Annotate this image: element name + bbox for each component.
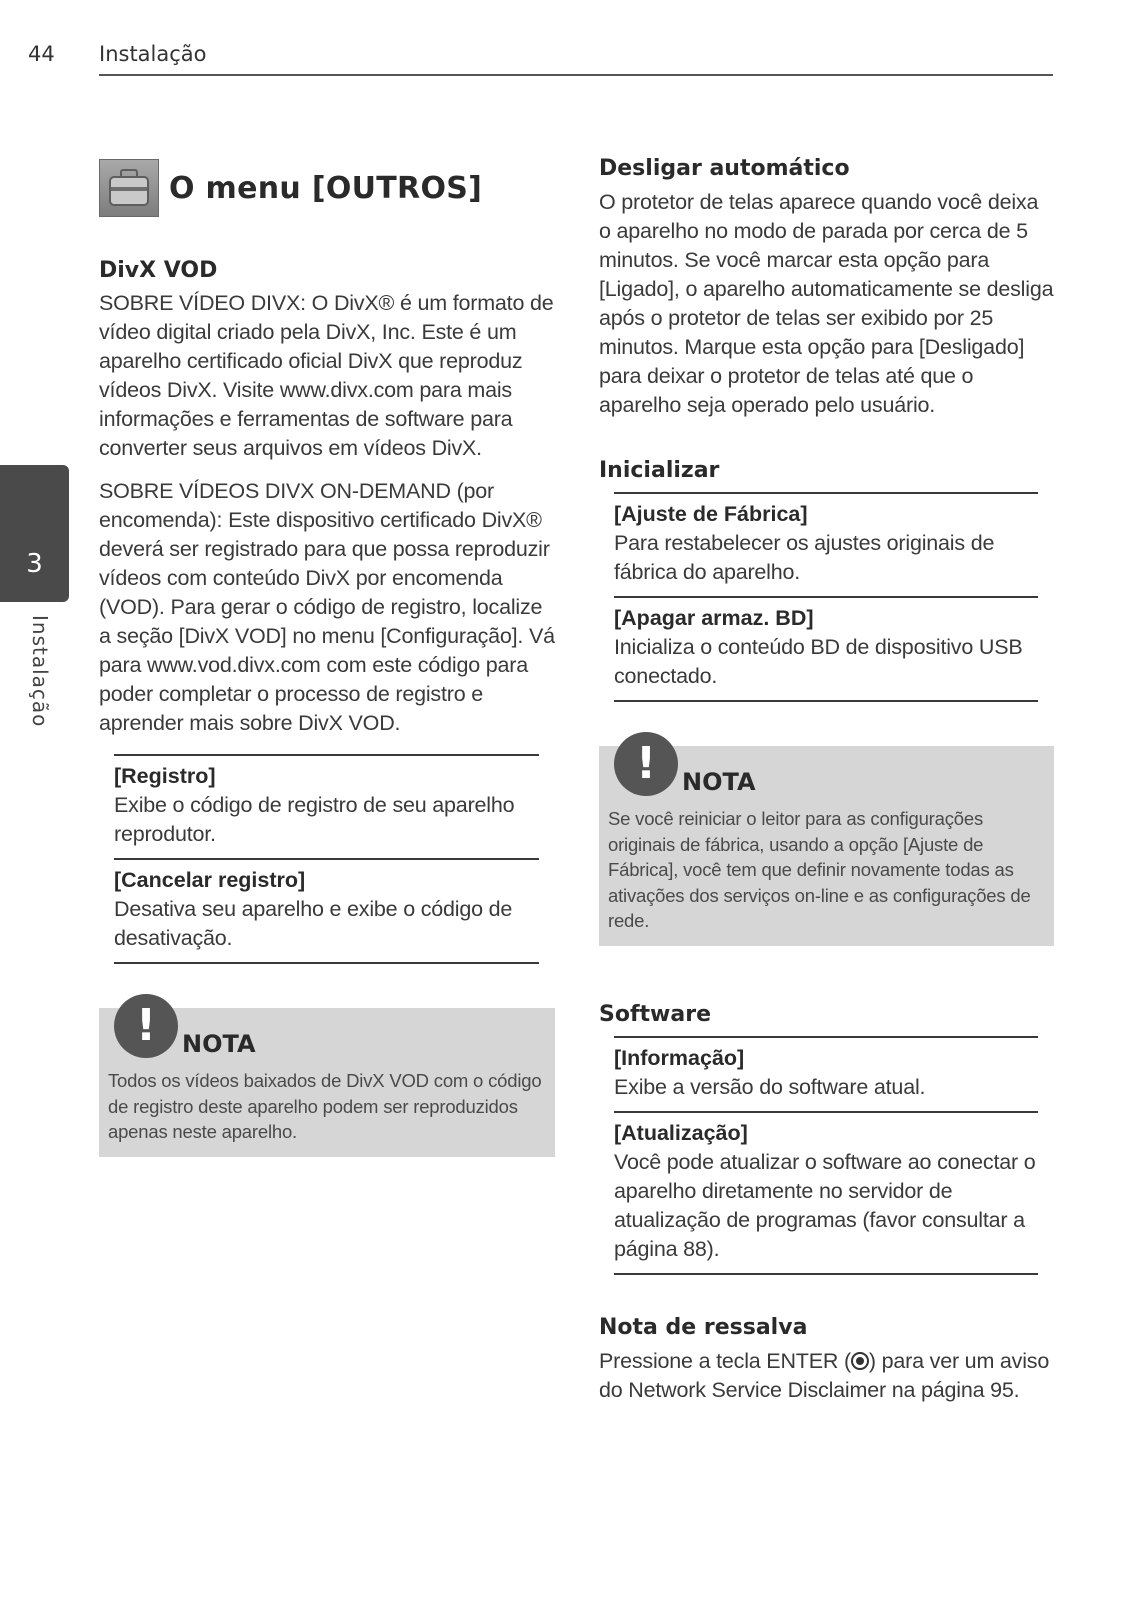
- note-box-divx: [99, 1000, 555, 1157]
- chapter-label-text: Instalação: [28, 615, 52, 728]
- note-text: Se você reiniciar o leitor para as configurações originais de fábrica, usando a opção [Ajuste de Fábrica], você tem que definir novamente todas as ativações dos serviços on-line e as configurações de rede.: [608, 808, 1031, 931]
- option-title: [Ajuste de Fábrica]: [614, 502, 808, 526]
- note-heading: NOTA: [182, 1030, 256, 1058]
- page-number: 44: [28, 42, 55, 66]
- option-desc: Você pode atualizar o software ao conectar o aparelho diretamente no servidor de atualização de programas (favor consultar a página 88).: [614, 1149, 1036, 1261]
- ressalva-text-after: ) para ver um aviso do Network Service Disclaimer na página 95.: [599, 1348, 1050, 1402]
- option-title: [Registro]: [114, 764, 216, 788]
- option-desc: Desativa seu aparelho e exibe o código de desativação.: [114, 897, 513, 950]
- option-desc: Exibe o código de registro de seu aparelho reprodutor.: [114, 793, 515, 846]
- option-informacao: [614, 1038, 1038, 1113]
- section-heading-desligar: Desligar automático: [599, 156, 850, 181]
- menu-title: O menu [OUTROS]: [169, 170, 483, 206]
- option-title: [Informação]: [614, 1045, 745, 1070]
- option-title: [Atualização]: [614, 1120, 748, 1145]
- option-apagar-bd: [614, 598, 1038, 702]
- header-divider: [99, 74, 1053, 76]
- briefcase-icon: [99, 159, 159, 217]
- exclamation-icon: !: [114, 994, 178, 1058]
- header-title: Instalação: [99, 42, 207, 66]
- enter-button-icon: [851, 1352, 869, 1370]
- option-desc: Inicializa o conteúdo BD de dispositivo USB conectado.: [614, 635, 1023, 688]
- right-column: [599, 156, 1054, 1405]
- option-desc: Para restabelecer os ajustes originais de fábrica do aparelho.: [614, 531, 995, 584]
- option-ajuste-fabrica: [614, 494, 1038, 598]
- section-heading-ressalva: Nota de ressalva: [599, 1314, 808, 1340]
- chapter-label: [28, 615, 54, 728]
- option-cancelar-registro: [114, 860, 539, 964]
- left-column: [99, 158, 555, 1157]
- chapter-tab: [0, 465, 69, 602]
- ressalva-text: [599, 1347, 1054, 1405]
- inicializar-options: [614, 492, 1038, 702]
- option-desc: Exibe a versão do software atual.: [614, 1074, 926, 1099]
- divx-paragraph-1: SOBRE VÍDEO DIVX: O DivX® é um formato de vídeo digital criado pela DivX, Inc. Este é um aparelho certificado oficial DivX que reproduz vídeos DivX. Visite www.divx.com para mais informações e ferramentas de software para converter seus arquivos em vídeos DivX.: [99, 291, 554, 460]
- note-box-inicializar: [599, 738, 1054, 946]
- option-title: [Apagar armaz. BD]: [614, 606, 814, 630]
- desligar-text: O protetor de telas aparece quando você deixa o aparelho no modo de parada por cerca de 5 minutos. Se você marcar esta opção para [Ligado], o aparelho automaticamente se desliga após o protetor de telas ser exibido por 25 minutos. Marque esta opção para [Desligado] para deixar o protetor de telas até que o aparelho seja operado pelo usuário.: [599, 190, 1054, 417]
- section-heading-divx-vod: DivX VOD: [99, 258, 218, 283]
- option-title: [Cancelar registro]: [114, 868, 306, 892]
- section-heading-software: Software: [599, 1001, 711, 1027]
- note-heading: NOTA: [682, 768, 756, 796]
- chapter-number: 3: [26, 549, 43, 579]
- ressalva-text-before: Pressione a tecla ENTER (: [599, 1348, 851, 1373]
- section-heading-inicializar: Inicializar: [599, 458, 720, 483]
- option-registro: [114, 756, 539, 860]
- divx-paragraph-2: SOBRE VÍDEOS DIVX ON-DEMAND (por encomenda): Este dispositivo certificado DivX® deverá ser registrado para que possa reproduzir vídeos com conteúdo DivX por encomenda (VOD). Para gerar o código de registro, localize a seção [DivX VOD] no menu [Configuração]. Vá para www.vod.divx.com com este código para poder completar o processo de registro e aprender mais sobre DivX VOD.: [99, 479, 555, 735]
- software-options: [614, 1036, 1038, 1275]
- exclamation-icon: !: [614, 732, 678, 796]
- divx-options: [114, 754, 539, 964]
- menu-heading: [99, 158, 555, 218]
- note-text: Todos os vídeos baixados de DivX VOD com o código de registro deste aparelho podem ser reproduzidos apenas neste aparelho.: [108, 1070, 542, 1142]
- option-atualizacao: [614, 1113, 1038, 1275]
